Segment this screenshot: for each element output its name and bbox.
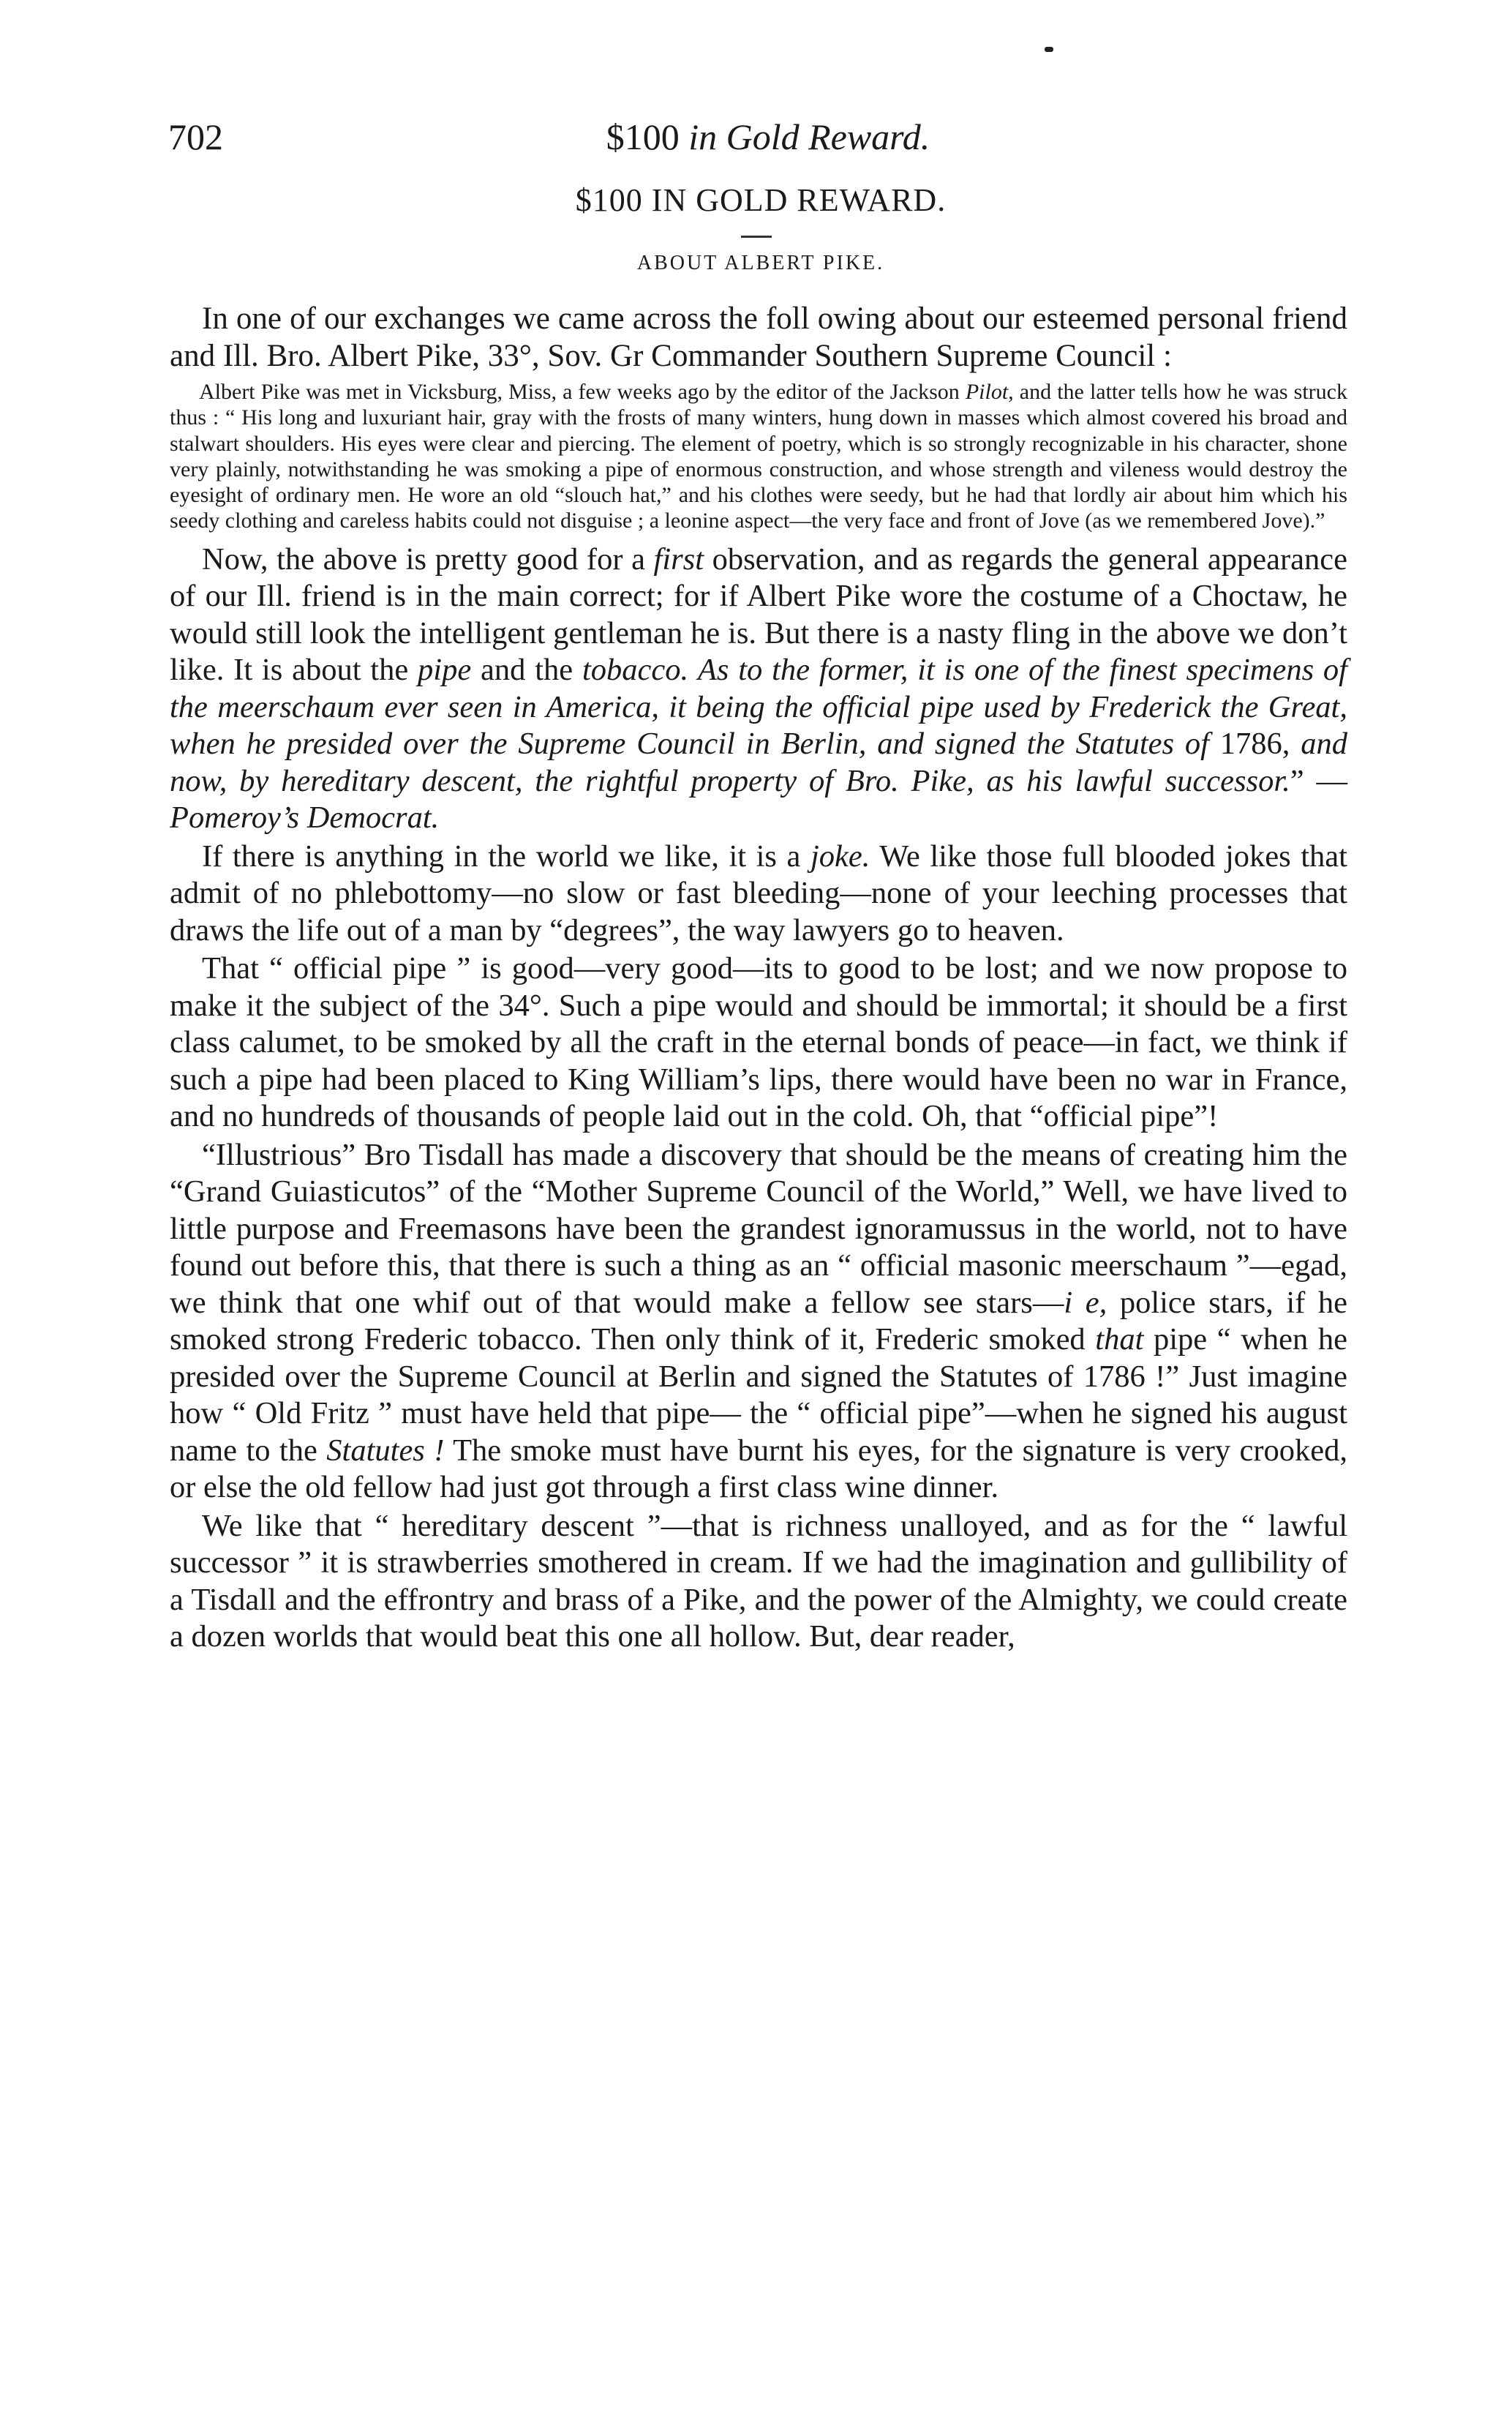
intro-paragraph: In one of our exchanges we came across the foll owing about our esteemed personal friend and Ill. Bro. Albert Pike, 33°, Sov. Gr Commander Southern Supreme Council :	[170, 301, 1347, 373]
p1-italic-pipe: pipe	[418, 653, 472, 688]
p2-italic-joke: joke.	[810, 839, 870, 874]
p4-text-c: pipe “ when he presided over the Supreme Council at Berlin and signed the Statutes of 1786 !” Just imagine how “ Old Fritz ” must have held that pipe— the “ official pipe”—when he signed his august name to the	[170, 1322, 1347, 1468]
p1-italic-first: first	[653, 541, 704, 577]
p2-text-a: If there is anything in the world we like, it is a	[202, 839, 810, 874]
article-subtitle: ABOUT ALBERT PIKE.	[636, 252, 885, 274]
p1-italic-quote-b: and now, by hereditary descent, the rightful property of Bro. Pike, as his lawful successor.	[170, 727, 1348, 798]
p1-italic-quote-a: As to the former, it is one of the finest specimens of the meerschaum ever seen in America, it being the official pipe used by Frederick the Great, when he presided over the Supreme Council in Berlin, and signed the Statutes of	[170, 653, 1347, 762]
p4-text-a: “Illustrious” Bro Tisdall has made a discovery that should be the means of creating him the “Grand Guiasticutos” of the “Mother Supreme Council of the World,” Well, we have lived to little purpose and Freemasons have been the grandest ignoramussus in the world, not to have found out before this, that there is such a thing as an “ official masonic meerschaum ”—egad, we think that one whif out of that would make a fellow see stars—	[170, 1137, 1347, 1320]
article-title: $100 IN GOLD REWARD.	[575, 182, 947, 218]
p1-year: 1786,	[1208, 727, 1301, 762]
paragraph-joke	[170, 839, 1347, 950]
p4-italic-that: that	[1095, 1322, 1144, 1357]
running-header	[168, 116, 1353, 167]
ink-speck	[1045, 47, 1053, 52]
quote-text-a: Albert Pike was met in Vicksburg, Miss, a few weeks ago by the editor of the Jackson	[199, 380, 966, 404]
quote-newspaper-name: Pilot,	[965, 380, 1014, 404]
running-title	[168, 116, 1353, 158]
p1-source-attribution: Pomeroy’s Democrat.	[170, 800, 440, 836]
p1-space	[688, 653, 698, 687]
page-number: 702	[168, 116, 223, 157]
title-rule	[741, 236, 772, 238]
running-title-italic: in Gold Reward.	[688, 116, 930, 157]
p1-text-c: and the	[471, 653, 582, 688]
paragraph-hereditary-descent: We like that “ hereditary descent ”—that is richness unalloyed, and as for the “ lawful successor ” it is strawberries smothered in cream. If we had the imagination and gullibility of a Tisdall and the effrontry and brass of a Pike, and the power of the Almighty, we could create a dozen worlds that would beat this one all hollow. But, dear reader,	[170, 1508, 1347, 1654]
running-title-amount: $100	[606, 116, 680, 157]
p1-text-b: observation, and as regards the general appearance of our Ill. friend is in the main correct; for if Albert Pike wore the costume of a Choctaw, he would still look the intelligent gentleman he is. But there is a nasty fling in the above we don’t like. It is about the	[170, 541, 1347, 688]
paragraph-official-pipe: That “ official pipe ” is good—very good—its to good to be lost; and we now propose to make it the subject of the 34°. Such a pipe would and should be immortal; it should be a first class calumet, to be smoked by all the craft in the eternal bonds of peace—in fact, we think if such a pipe had been placed to King William’s lips, there would have been no war in France, and no hundreds of thousands of people laid out in the cold. Oh, that “official pipe”!	[170, 951, 1347, 1134]
quote-text-b: and the latter tells how he was struck thus : “ His long and luxuriant hair, gray with the frosts of many winters, hung down in masses which almost covered his broad and stalwart shoulders. His eyes were clear and piercing. The element of poetry, which is so strongly recognizable in his character, shone very plainly, notwithstanding he was smoking a pipe of enormous construction, and whose strength and vileness would destroy the eyesight of ordinary men. He wore an old “slouch hat,” and his clothes were seedy, but he had that lordly air about him which his seedy clothing and careless habits could not disguise ; a leonine aspect—the very face and front of Jove (as we remembered Jove).”	[170, 380, 1347, 533]
article-body	[170, 300, 1347, 1656]
p1-italic-tobacco: tobacco.	[582, 653, 689, 688]
paragraph-now-the-above	[170, 541, 1347, 837]
p4-italic-statutes: Statutes !	[326, 1433, 445, 1468]
paragraph-illustrious	[170, 1137, 1347, 1507]
p4-text-d: The smoke must have burnt his eyes, for the signature is very crooked, or else the old fellow had just got through a first class wine dinner.	[170, 1433, 1348, 1505]
quoted-excerpt	[170, 379, 1347, 534]
p4-text-b: police stars, if he smoked strong Frederic tobacco. Then only think of it, Frederic smoked	[170, 1285, 1348, 1357]
p1-text-e: ” —	[1290, 763, 1347, 798]
p2-text-b: We like those full blooded jokes that admit of no phlebottomy—no slow or fast bleeding—none of your leeching processes that draws the life out of a man by “degrees”, the way lawyers go to heaven.	[170, 839, 1347, 948]
p4-italic-ie: i e,	[1064, 1285, 1107, 1320]
p1-text-a: Now, the above is pretty good for a	[202, 541, 654, 577]
